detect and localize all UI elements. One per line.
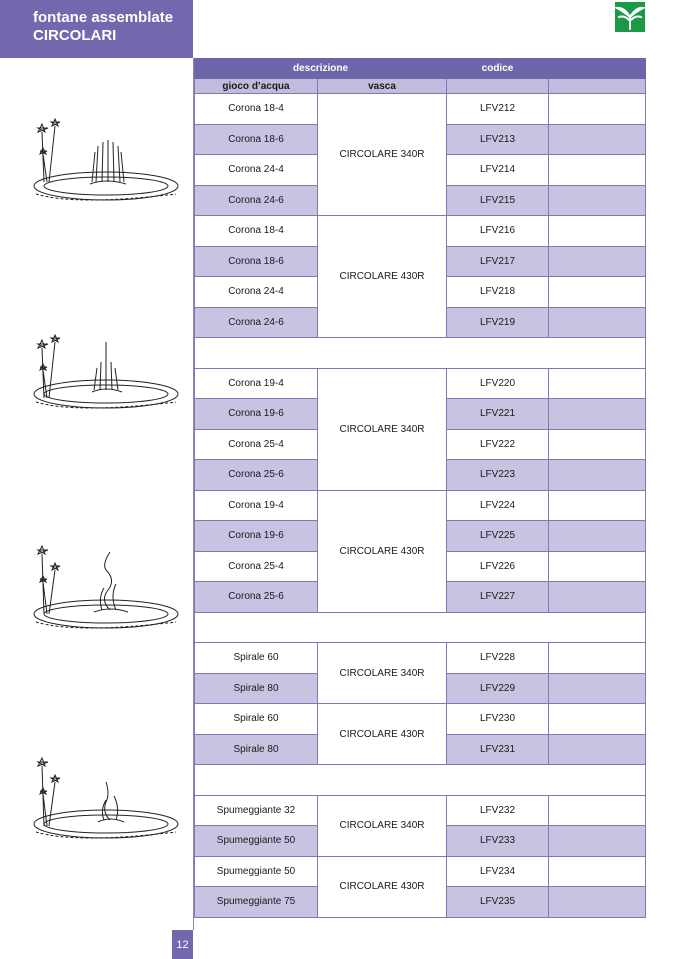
gioco-cell: Spumeggiante 75 (195, 887, 318, 918)
empty-cell (549, 673, 646, 704)
vasca-cell: CIRCOLARE 340R (318, 94, 447, 216)
empty-cell (549, 704, 646, 735)
empty-cell (549, 307, 646, 338)
gioco-cell: Corona 18-6 (195, 246, 318, 277)
empty-cell (549, 460, 646, 491)
header-descrizione: descrizione (195, 59, 447, 79)
codice-cell: LFV226 (447, 551, 549, 582)
gioco-cell: Corona 25-6 (195, 460, 318, 491)
header-sub-empty (447, 79, 549, 94)
product-table (194, 58, 646, 918)
gioco-cell: Corona 24-4 (195, 277, 318, 308)
empty-cell (549, 551, 646, 582)
codice-cell: LFV229 (447, 673, 549, 704)
codice-cell: LFV212 (447, 94, 549, 125)
codice-cell: LFV215 (447, 185, 549, 216)
header-subtitle: CIRCOLARI (33, 27, 117, 44)
empty-cell (549, 582, 646, 613)
page-number: 12 (172, 930, 193, 959)
empty-cell (549, 826, 646, 857)
gioco-cell: Corona 24-4 (195, 155, 318, 186)
vasca-cell: CIRCOLARE 340R (318, 795, 447, 856)
vasca-cell: CIRCOLARE 430R (318, 490, 447, 612)
fountain-crown-illustration (30, 112, 182, 207)
gioco-cell: Spirale 80 (195, 673, 318, 704)
gioco-cell: Corona 24-6 (195, 185, 318, 216)
empty-cell (549, 856, 646, 887)
empty-cell (549, 521, 646, 552)
gioco-cell: Corona 19-6 (195, 399, 318, 430)
codice-cell: LFV228 (447, 643, 549, 674)
vasca-cell: CIRCOLARE 430R (318, 704, 447, 765)
gioco-cell: Corona 19-4 (195, 368, 318, 399)
gioco-cell: Spumeggiante 32 (195, 795, 318, 826)
page-header (0, 0, 193, 58)
codice-cell: LFV223 (447, 460, 549, 491)
section-spacer (195, 765, 646, 796)
gioco-cell: Corona 25-6 (195, 582, 318, 613)
gioco-cell: Corona 19-4 (195, 490, 318, 521)
empty-cell (549, 795, 646, 826)
codice-cell: LFV214 (447, 155, 549, 186)
header-empty (549, 59, 646, 79)
codice-cell: LFV231 (447, 734, 549, 765)
empty-cell (549, 185, 646, 216)
codice-cell: LFV230 (447, 704, 549, 735)
codice-cell: LFV220 (447, 368, 549, 399)
empty-cell (549, 94, 646, 125)
section-spacer (195, 338, 646, 369)
codice-cell: LFV234 (447, 856, 549, 887)
gioco-cell: Spumeggiante 50 (195, 826, 318, 857)
vasca-cell: CIRCOLARE 430R (318, 216, 447, 338)
vasca-cell: CIRCOLARE 430R (318, 856, 447, 917)
empty-cell (549, 429, 646, 460)
vasca-cell: CIRCOLARE 340R (318, 368, 447, 490)
codice-cell: LFV224 (447, 490, 549, 521)
brand-logo (615, 2, 645, 32)
header-codice: codice (447, 59, 549, 79)
gioco-cell: Corona 18-4 (195, 94, 318, 125)
gioco-cell: Spirale 80 (195, 734, 318, 765)
header-sub-empty (549, 79, 646, 94)
fountain-spiral-illustration (30, 540, 182, 635)
gioco-cell: Spirale 60 (195, 643, 318, 674)
codice-cell: LFV225 (447, 521, 549, 552)
codice-cell: LFV219 (447, 307, 549, 338)
gioco-cell: Spirale 60 (195, 704, 318, 735)
codice-cell: LFV218 (447, 277, 549, 308)
empty-cell (549, 368, 646, 399)
header-gioco: gioco d’acqua (195, 79, 318, 94)
empty-cell (549, 246, 646, 277)
gioco-cell: Corona 18-6 (195, 124, 318, 155)
codice-cell: LFV232 (447, 795, 549, 826)
empty-cell (549, 399, 646, 430)
fountain-foam-illustration (30, 752, 182, 847)
codice-cell: LFV227 (447, 582, 549, 613)
section-spacer (195, 612, 646, 643)
gioco-cell: Corona 25-4 (195, 429, 318, 460)
codice-cell: LFV217 (447, 246, 549, 277)
empty-cell (549, 490, 646, 521)
empty-cell (549, 155, 646, 186)
header-title: fontane assemblate (33, 9, 174, 26)
codice-cell: LFV216 (447, 216, 549, 247)
empty-cell (549, 887, 646, 918)
gioco-cell: Corona 19-6 (195, 521, 318, 552)
gioco-cell: Spumeggiante 50 (195, 856, 318, 887)
codice-cell: LFV235 (447, 887, 549, 918)
empty-cell (549, 734, 646, 765)
empty-cell (549, 643, 646, 674)
codice-cell: LFV213 (447, 124, 549, 155)
gioco-cell: Corona 25-4 (195, 551, 318, 582)
gioco-cell: Corona 18-4 (195, 216, 318, 247)
vasca-cell: CIRCOLARE 340R (318, 643, 447, 704)
codice-cell: LFV221 (447, 399, 549, 430)
empty-cell (549, 124, 646, 155)
codice-cell: LFV222 (447, 429, 549, 460)
codice-cell: LFV233 (447, 826, 549, 857)
fountain-crown-jet-illustration (30, 328, 182, 423)
empty-cell (549, 277, 646, 308)
header-vasca: vasca (318, 79, 447, 94)
gioco-cell: Corona 24-6 (195, 307, 318, 338)
empty-cell (549, 216, 646, 247)
